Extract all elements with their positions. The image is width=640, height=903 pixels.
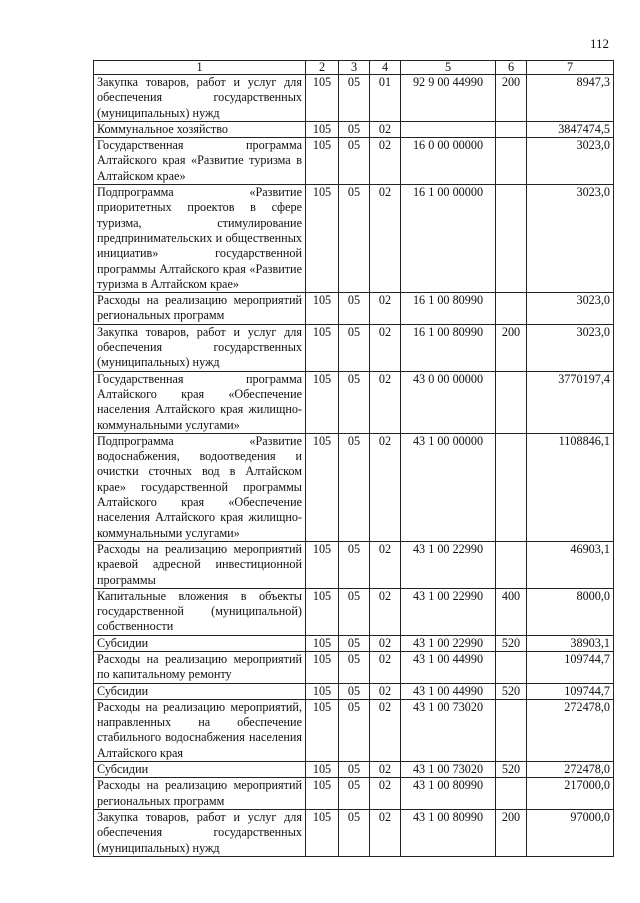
target-article-cell: 43 1 00 80990 [401, 778, 496, 810]
expense-type-cell [496, 121, 527, 137]
table-row [94, 683, 614, 699]
admin-code-cell: 105 [306, 588, 339, 635]
target-article-cell: 43 1 00 22990 [401, 635, 496, 651]
expense-type-cell [496, 699, 527, 761]
table-row [94, 371, 614, 433]
item-name-cell: Расходы на реализацию мероприятий по капитальному ремонту [94, 651, 306, 683]
item-name-cell: Государственная программа Алтайского края «Обеспечение населения Алтайского края жилищно-коммунальными услугами» [94, 371, 306, 433]
admin-code-cell: 105 [306, 138, 339, 185]
section-cell: 05 [339, 293, 370, 325]
table-row [94, 433, 614, 541]
subsection-cell: 02 [370, 371, 401, 433]
item-name-cell: Расходы на реализацию мероприятий краевой адресной инвестиционной программы [94, 541, 306, 588]
section-cell: 05 [339, 809, 370, 856]
table-row [94, 185, 614, 293]
admin-code-cell: 105 [306, 433, 339, 541]
column-header: 7 [527, 61, 614, 75]
expense-type-cell: 200 [496, 324, 527, 371]
item-name-cell: Субсидии [94, 635, 306, 651]
section-cell: 05 [339, 683, 370, 699]
admin-code-cell: 105 [306, 683, 339, 699]
amount-cell: 3023,0 [527, 324, 614, 371]
expense-type-cell [496, 185, 527, 293]
table-row [94, 699, 614, 761]
expense-type-cell [496, 371, 527, 433]
admin-code-cell: 105 [306, 121, 339, 137]
section-cell: 05 [339, 75, 370, 122]
expense-type-cell [496, 651, 527, 683]
admin-code-cell: 105 [306, 293, 339, 325]
subsection-cell: 02 [370, 324, 401, 371]
table-row [94, 762, 614, 778]
target-article-cell [401, 121, 496, 137]
amount-cell: 3023,0 [527, 185, 614, 293]
section-cell: 05 [339, 778, 370, 810]
subsection-cell: 02 [370, 699, 401, 761]
admin-code-cell: 105 [306, 185, 339, 293]
table-row [94, 541, 614, 588]
section-cell: 05 [339, 762, 370, 778]
admin-code-cell: 105 [306, 651, 339, 683]
section-cell: 05 [339, 588, 370, 635]
item-name-cell: Капитальные вложения в объекты государственной (муниципальной) собственности [94, 588, 306, 635]
admin-code-cell: 105 [306, 699, 339, 761]
item-name-cell: Расходы на реализацию мероприятий региональных программ [94, 778, 306, 810]
section-cell: 05 [339, 324, 370, 371]
table-row [94, 293, 614, 325]
subsection-cell: 02 [370, 762, 401, 778]
subsection-cell: 02 [370, 541, 401, 588]
section-cell: 05 [339, 371, 370, 433]
expense-type-cell [496, 778, 527, 810]
target-article-cell: 43 1 00 44990 [401, 651, 496, 683]
subsection-cell: 01 [370, 75, 401, 122]
column-header: 3 [339, 61, 370, 75]
admin-code-cell: 105 [306, 809, 339, 856]
item-name-cell: Субсидии [94, 683, 306, 699]
table-row [94, 138, 614, 185]
table-header-row [94, 61, 614, 75]
subsection-cell: 02 [370, 635, 401, 651]
admin-code-cell: 105 [306, 778, 339, 810]
subsection-cell: 02 [370, 683, 401, 699]
amount-cell: 3847474,5 [527, 121, 614, 137]
budget-table [93, 60, 614, 857]
item-name-cell: Подпрограмма «Развитие приоритетных проектов в сфере туризма, стимулирование предпринимательских и общественных инициатив» государственной программы Алтайского края «Развитие туризма в Алтайском крае» [94, 185, 306, 293]
admin-code-cell: 105 [306, 762, 339, 778]
item-name-cell: Закупка товаров, работ и услуг для обеспечения государственных (муниципальных) нужд [94, 75, 306, 122]
admin-code-cell: 105 [306, 75, 339, 122]
table-row [94, 588, 614, 635]
amount-cell: 3023,0 [527, 138, 614, 185]
amount-cell: 97000,0 [527, 809, 614, 856]
expense-type-cell: 400 [496, 588, 527, 635]
section-cell: 05 [339, 138, 370, 185]
target-article-cell: 43 1 00 44990 [401, 683, 496, 699]
target-article-cell: 43 1 00 73020 [401, 699, 496, 761]
target-article-cell: 43 1 00 22990 [401, 541, 496, 588]
subsection-cell: 02 [370, 138, 401, 185]
section-cell: 05 [339, 635, 370, 651]
section-cell: 05 [339, 541, 370, 588]
amount-cell: 272478,0 [527, 699, 614, 761]
section-cell: 05 [339, 185, 370, 293]
target-article-cell: 16 1 00 80990 [401, 293, 496, 325]
amount-cell: 1108846,1 [527, 433, 614, 541]
admin-code-cell: 105 [306, 371, 339, 433]
item-name-cell: Расходы на реализацию мероприятий, направленных на обеспечение стабильного водоснабжения населения Алтайского края [94, 699, 306, 761]
column-header: 5 [401, 61, 496, 75]
item-name-cell: Подпрограмма «Развитие водоснабжения, водоотведения и очистки сточных вод в Алтайском крае» государственной программы Алтайского края «Обеспечение населения Алтайского края жилищно-коммунальными услугами» [94, 433, 306, 541]
expense-type-cell: 520 [496, 635, 527, 651]
subsection-cell: 02 [370, 293, 401, 325]
admin-code-cell: 105 [306, 635, 339, 651]
expense-type-cell: 200 [496, 809, 527, 856]
expense-type-cell [496, 433, 527, 541]
item-name-cell: Коммунальное хозяйство [94, 121, 306, 137]
table-row [94, 778, 614, 810]
section-cell: 05 [339, 651, 370, 683]
target-article-cell: 43 1 00 22990 [401, 588, 496, 635]
item-name-cell: Расходы на реализацию мероприятий региональных программ [94, 293, 306, 325]
expense-type-cell: 520 [496, 762, 527, 778]
expense-type-cell: 520 [496, 683, 527, 699]
expense-type-cell [496, 293, 527, 325]
target-article-cell: 43 1 00 73020 [401, 762, 496, 778]
target-article-cell: 16 1 00 00000 [401, 185, 496, 293]
target-article-cell: 43 0 00 00000 [401, 371, 496, 433]
admin-code-cell: 105 [306, 324, 339, 371]
section-cell: 05 [339, 121, 370, 137]
column-header: 4 [370, 61, 401, 75]
amount-cell: 8947,3 [527, 75, 614, 122]
column-header: 6 [496, 61, 527, 75]
subsection-cell: 02 [370, 809, 401, 856]
subsection-cell: 02 [370, 778, 401, 810]
item-name-cell: Закупка товаров, работ и услуг для обеспечения государственных (муниципальных) нужд [94, 809, 306, 856]
expense-type-cell: 200 [496, 75, 527, 122]
target-article-cell: 43 1 00 80990 [401, 809, 496, 856]
item-name-cell: Субсидии [94, 762, 306, 778]
section-cell: 05 [339, 433, 370, 541]
amount-cell: 3023,0 [527, 293, 614, 325]
page-number: 112 [590, 36, 610, 51]
expense-type-cell [496, 138, 527, 185]
table-body [94, 75, 614, 857]
admin-code-cell: 105 [306, 541, 339, 588]
subsection-cell: 02 [370, 185, 401, 293]
amount-cell: 272478,0 [527, 762, 614, 778]
target-article-cell: 92 9 00 44990 [401, 75, 496, 122]
subsection-cell: 02 [370, 433, 401, 541]
table-row [94, 635, 614, 651]
amount-cell: 217000,0 [527, 778, 614, 810]
item-name-cell: Закупка товаров, работ и услуг для обеспечения государственных (муниципальных) нужд [94, 324, 306, 371]
amount-cell: 109744,7 [527, 651, 614, 683]
amount-cell: 109744,7 [527, 683, 614, 699]
amount-cell: 46903,1 [527, 541, 614, 588]
amount-cell: 8000,0 [527, 588, 614, 635]
section-cell: 05 [339, 699, 370, 761]
amount-cell: 38903,1 [527, 635, 614, 651]
subsection-cell: 02 [370, 651, 401, 683]
item-name-cell: Государственная программа Алтайского края «Развитие туризма в Алтайском крае» [94, 138, 306, 185]
target-article-cell: 16 0 00 00000 [401, 138, 496, 185]
table-row [94, 324, 614, 371]
table-row [94, 121, 614, 137]
column-header: 1 [94, 61, 306, 75]
table-row [94, 651, 614, 683]
target-article-cell: 43 1 00 00000 [401, 433, 496, 541]
target-article-cell: 16 1 00 80990 [401, 324, 496, 371]
amount-cell: 3770197,4 [527, 371, 614, 433]
subsection-cell: 02 [370, 588, 401, 635]
expense-type-cell [496, 541, 527, 588]
table-row [94, 75, 614, 122]
table-row [94, 809, 614, 856]
column-header: 2 [306, 61, 339, 75]
subsection-cell: 02 [370, 121, 401, 137]
